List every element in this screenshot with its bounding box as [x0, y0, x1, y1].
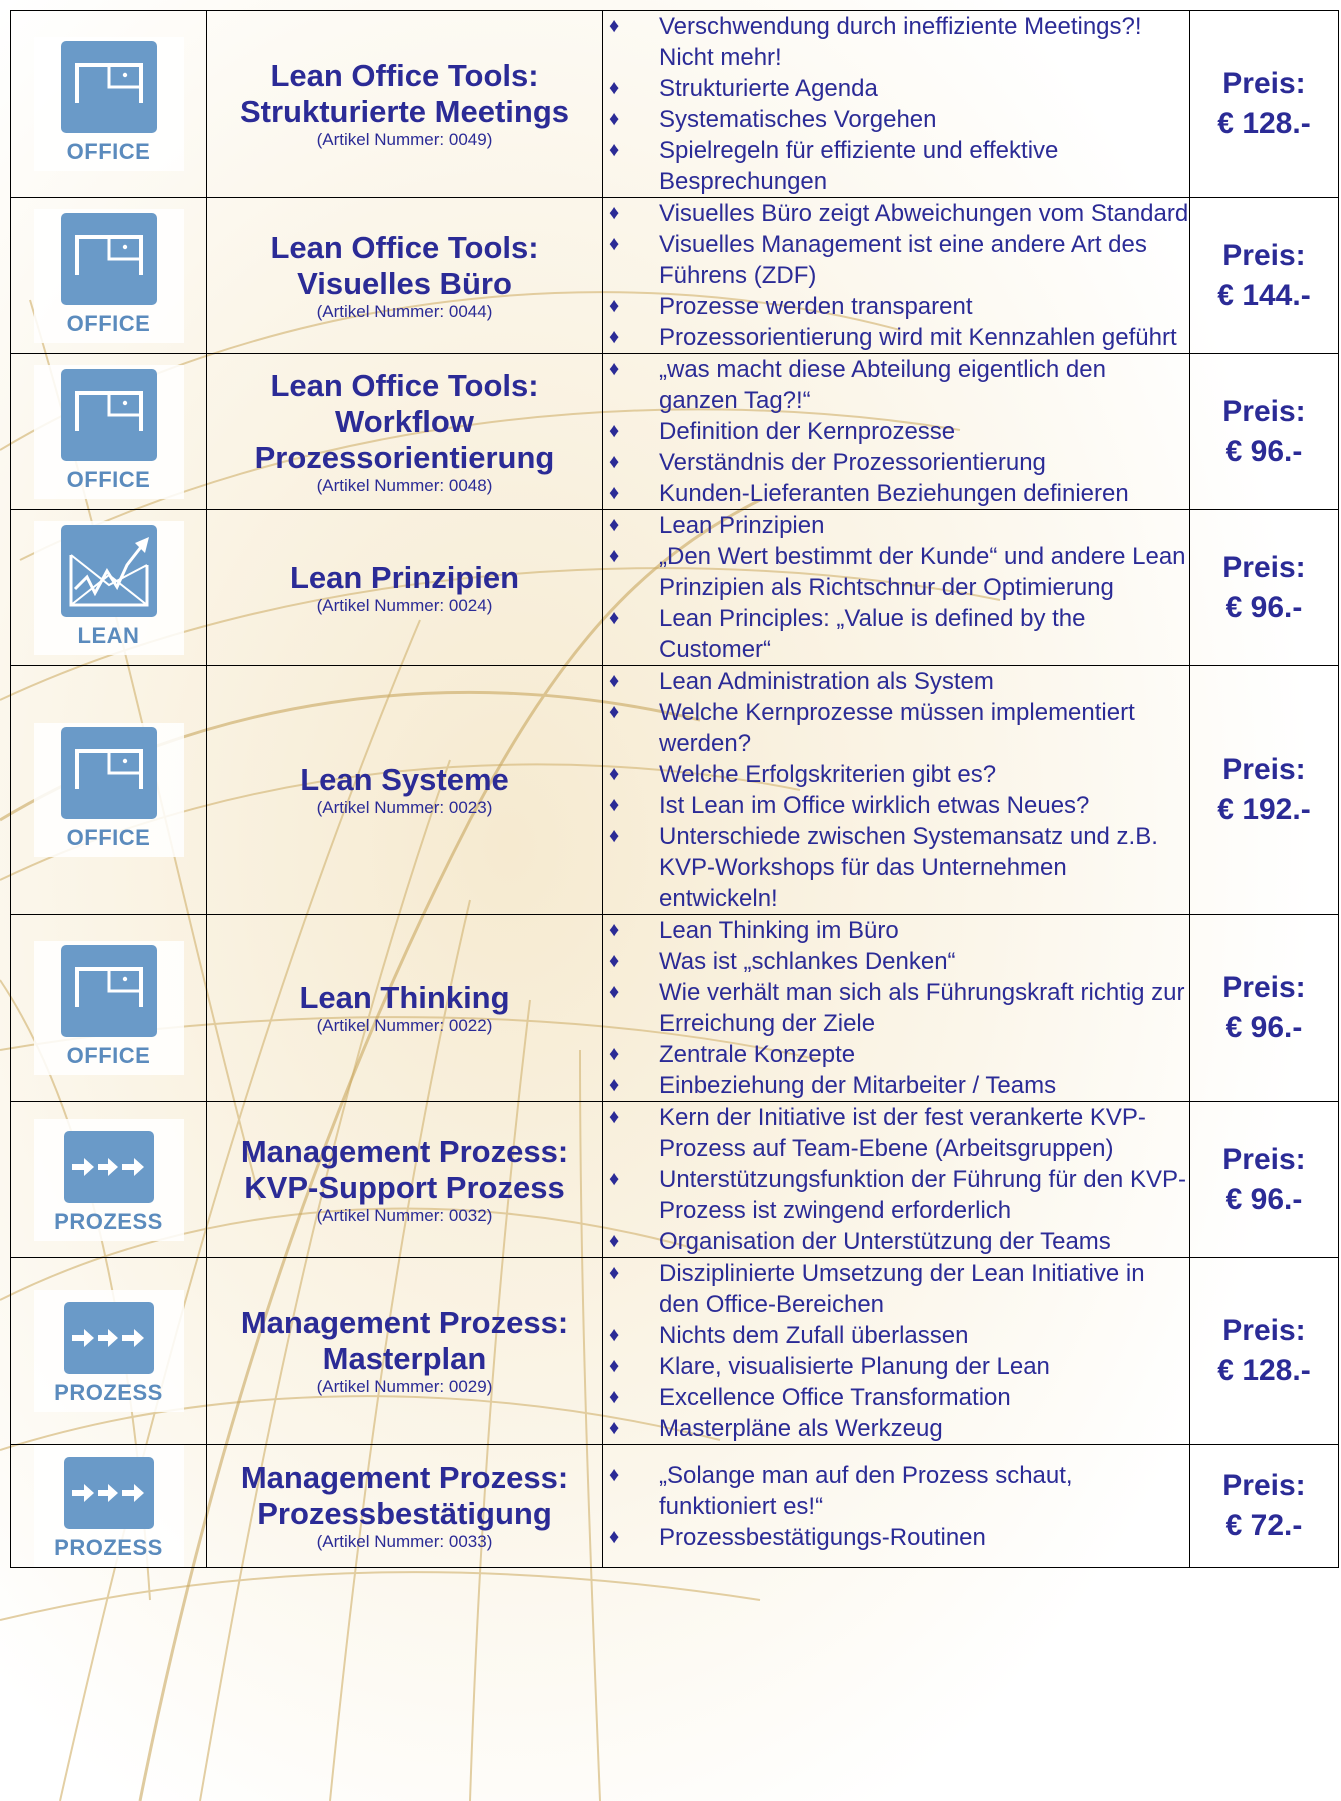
- product-icon-label: OFFICE: [66, 1043, 151, 1068]
- feature-text: Visuelles Management ist eine andere Art des Führens (ZDF): [659, 231, 1147, 289]
- price-label: Preis:: [1222, 971, 1306, 1004]
- product-title: [207, 762, 602, 798]
- product-row: [11, 510, 1339, 666]
- product-title-line: Lean Office Tools:: [270, 229, 539, 265]
- feature-item: [603, 821, 1189, 914]
- feature-text: Zentrale Konzepte: [659, 1041, 856, 1068]
- feature-item: [603, 1522, 1189, 1553]
- product-icon-cell: [11, 11, 207, 198]
- product-icon-label: OFFICE: [66, 466, 151, 492]
- product-icon-box: [34, 521, 184, 655]
- feature-text: Spielregeln für effiziente und effektive Besprechungen: [659, 137, 1059, 195]
- product-row: [11, 11, 1339, 198]
- price-label: Preis:: [1222, 1142, 1306, 1176]
- product-price-cell: [1190, 915, 1339, 1102]
- price-value: € 192.-: [1217, 793, 1311, 826]
- feature-list: [603, 11, 1189, 197]
- product-title-cell: [207, 11, 603, 198]
- feature-text: Welche Erfolgskriterien gibt es?: [659, 761, 997, 788]
- product-features-cell: [603, 666, 1190, 915]
- feature-item: [603, 135, 1189, 197]
- product-title: [207, 980, 602, 1016]
- price-label: Preis:: [1222, 550, 1306, 584]
- product-title: [207, 230, 602, 302]
- feature-item: [603, 1413, 1189, 1444]
- feature-item: [603, 291, 1189, 322]
- feature-item: [603, 1226, 1189, 1257]
- product-icon-label: PROZESS: [54, 1380, 163, 1405]
- office-desk-icon: [61, 945, 157, 1037]
- feature-text: Masterpläne als Werkzeug: [659, 1415, 943, 1442]
- price-label: Preis:: [1222, 394, 1306, 428]
- feature-text: Was ist „schlankes Denken“: [659, 948, 956, 975]
- feature-item: [603, 541, 1189, 603]
- lean-chart-icon: [61, 525, 157, 617]
- product-title: [207, 1305, 602, 1377]
- product-icon-label: LEAN: [77, 622, 140, 648]
- feature-item: [603, 1164, 1189, 1226]
- product-icon-box: [34, 1290, 184, 1412]
- product-title: [207, 368, 602, 476]
- product-rows: [11, 11, 1339, 1568]
- feature-text: Disziplinierte Umsetzung der Lean Initiative in den Office-Bereichen: [659, 1260, 1145, 1318]
- diamond-bullet-icon: ♦: [609, 139, 620, 161]
- diamond-bullet-icon: ♦: [609, 15, 620, 37]
- feature-item: [603, 447, 1189, 478]
- product-title-line: Visuelles Büro: [297, 265, 512, 301]
- feature-list: [603, 915, 1189, 1101]
- feature-item: [603, 510, 1189, 541]
- feature-list: [603, 510, 1189, 665]
- product-row: [11, 666, 1339, 915]
- price-label: Preis:: [1222, 238, 1306, 272]
- feature-item: [603, 11, 1189, 73]
- product-icon-cell: [11, 1445, 207, 1568]
- product-row: [11, 354, 1339, 510]
- product-title: [207, 1460, 602, 1532]
- product-article-number: (Artikel Nummer: 0022): [316, 1016, 493, 1035]
- product-title-line: Workflow: [335, 403, 474, 439]
- product-article-number: (Artikel Nummer: 0023): [316, 798, 493, 817]
- diamond-bullet-icon: ♦: [609, 233, 620, 255]
- price-label: Preis:: [1222, 1314, 1306, 1347]
- feature-text: Ist Lean im Office wirklich etwas Neues?: [659, 792, 1090, 819]
- feature-text: Definition der Kernprozesse: [659, 418, 956, 445]
- product-title-cell: [207, 1258, 603, 1445]
- diamond-bullet-icon: ♦: [609, 77, 620, 99]
- product-title-line: Management Prozess:: [240, 1460, 569, 1495]
- diamond-bullet-icon: ♦: [609, 1106, 620, 1128]
- product-title-line: Prozessorientierung: [254, 439, 555, 475]
- feature-list: [603, 198, 1189, 353]
- product-article-number: (Artikel Nummer: 0033): [316, 1532, 493, 1551]
- product-icon-cell: [11, 354, 207, 510]
- feature-item: [603, 229, 1189, 291]
- process-arrows-icon: [64, 1457, 154, 1529]
- feature-text: Nichts dem Zufall überlassen: [659, 1322, 969, 1349]
- product-price-cell: [1190, 11, 1339, 198]
- diamond-bullet-icon: ♦: [609, 1043, 620, 1065]
- product-features-cell: [603, 354, 1190, 510]
- feature-list: [603, 1102, 1189, 1257]
- product-title-line: Prozessbestätigung: [257, 1496, 552, 1531]
- office-desk-icon: [61, 369, 157, 461]
- product-title-cell: [207, 915, 603, 1102]
- product-icon-box: [34, 1445, 184, 1567]
- diamond-bullet-icon: ♦: [609, 1230, 620, 1252]
- diamond-bullet-icon: ♦: [609, 670, 620, 692]
- process-arrows-icon: [64, 1131, 154, 1203]
- feature-item: [603, 603, 1189, 665]
- product-title-cell: [207, 1445, 603, 1568]
- product-title-cell: [207, 1102, 603, 1258]
- product-icon-label: OFFICE: [66, 825, 151, 850]
- price-value: € 72.-: [1225, 1509, 1303, 1542]
- diamond-bullet-icon: ♦: [609, 326, 620, 348]
- feature-item: [603, 1039, 1189, 1070]
- diamond-bullet-icon: ♦: [609, 545, 620, 567]
- product-icon-box: [34, 1119, 184, 1241]
- office-desk-icon: [61, 213, 157, 305]
- product-title-line: Management Prozess:: [240, 1133, 569, 1169]
- product-article-number: (Artikel Nummer: 0029): [316, 1377, 493, 1396]
- product-features-cell: [603, 510, 1190, 666]
- price-value: € 128.-: [1217, 107, 1311, 140]
- feature-text: Verschwendung durch ineffiziente Meetings?! Nicht mehr!: [659, 13, 1142, 71]
- feature-item: [603, 73, 1189, 104]
- feature-text: Excellence Office Transformation: [659, 1384, 1011, 1411]
- price-value: € 96.-: [1225, 1182, 1303, 1216]
- feature-text: „Den Wert bestimmt der Kunde“ und andere Lean Prinzipien als Richtschnur der Optimierung: [659, 543, 1186, 601]
- diamond-bullet-icon: ♦: [609, 1262, 620, 1284]
- diamond-bullet-icon: ♦: [609, 919, 620, 941]
- diamond-bullet-icon: ♦: [609, 1355, 620, 1377]
- diamond-bullet-icon: ♦: [609, 1525, 620, 1548]
- price-value: € 144.-: [1217, 278, 1311, 312]
- feature-text: Einbeziehung der Mitarbeiter / Teams: [659, 1072, 1057, 1099]
- product-title-line: Lean Office Tools:: [270, 58, 539, 93]
- diamond-bullet-icon: ♦: [609, 763, 620, 785]
- diamond-bullet-icon: ♦: [609, 981, 620, 1003]
- feature-item: [603, 1460, 1189, 1522]
- feature-text: Prozessbestätigungs-Routinen: [659, 1523, 986, 1551]
- feature-item: [603, 1320, 1189, 1351]
- product-price-cell: [1190, 198, 1339, 354]
- product-features-cell: [603, 915, 1190, 1102]
- feature-item: [603, 759, 1189, 790]
- diamond-bullet-icon: ♦: [609, 794, 620, 816]
- feature-text: Prozesse werden transparent: [659, 293, 973, 320]
- diamond-bullet-icon: ♦: [609, 1074, 620, 1096]
- product-icon-box: [34, 37, 184, 171]
- feature-item: [603, 697, 1189, 759]
- feature-text: Lean Prinzipien: [659, 512, 825, 539]
- product-title-line: KVP-Support Prozess: [244, 1169, 565, 1205]
- product-title-cell: [207, 666, 603, 915]
- feature-list: [603, 666, 1189, 914]
- feature-item: [603, 322, 1189, 353]
- feature-text: Unterschiede zwischen Systemansatz und z.B. KVP-Workshops für das Unternehmen entwickeln!: [659, 823, 1158, 912]
- feature-item: [603, 946, 1189, 977]
- feature-text: Organisation der Unterstützung der Teams: [659, 1228, 1111, 1255]
- feature-list: [603, 354, 1189, 509]
- diamond-bullet-icon: ♦: [609, 1324, 620, 1346]
- feature-item: [603, 198, 1189, 229]
- diamond-bullet-icon: ♦: [609, 451, 620, 473]
- diamond-bullet-icon: ♦: [609, 108, 620, 130]
- feature-item: [603, 416, 1189, 447]
- office-desk-icon: [61, 41, 157, 133]
- feature-text: Lean Administration als System: [659, 668, 994, 695]
- product-icon-box: [34, 365, 184, 499]
- product-icon-box: [34, 209, 184, 343]
- process-arrows-icon: [64, 1302, 154, 1374]
- product-icon-cell: [11, 1102, 207, 1258]
- feature-item: [603, 1070, 1189, 1101]
- price-label: Preis:: [1222, 67, 1306, 100]
- price-label: Preis:: [1222, 1469, 1306, 1502]
- product-title-line: Masterplan: [322, 1341, 487, 1376]
- product-title-line: Management Prozess:: [240, 1305, 569, 1340]
- feature-text: Unterstützungsfunktion der Führung für den KVP-Prozess ist zwingend erforderlich: [659, 1166, 1186, 1224]
- diamond-bullet-icon: ♦: [609, 514, 620, 536]
- product-icon-cell: [11, 1258, 207, 1445]
- product-row: [11, 1102, 1339, 1258]
- product-icon-label: PROZESS: [54, 1535, 163, 1560]
- feature-list: [603, 1460, 1189, 1553]
- feature-item: [603, 104, 1189, 135]
- diamond-bullet-icon: ♦: [609, 202, 620, 224]
- product-icon-cell: [11, 915, 207, 1102]
- product-features-cell: [603, 1102, 1190, 1258]
- product-features-cell: [603, 1445, 1190, 1568]
- feature-text: Verständnis der Prozessorientierung: [659, 449, 1046, 476]
- feature-item: [603, 666, 1189, 697]
- product-title-line: Lean Office Tools:: [270, 367, 539, 403]
- product-article-number: (Artikel Nummer: 0048): [316, 475, 493, 495]
- feature-item: [603, 790, 1189, 821]
- product-icon-cell: [11, 198, 207, 354]
- product-title-cell: [207, 510, 603, 666]
- price-value: € 96.-: [1225, 1011, 1303, 1044]
- price-label: Preis:: [1222, 753, 1306, 786]
- feature-text: „Solange man auf den Prozess schaut, funktioniert es!“: [659, 1461, 1073, 1520]
- price-value: € 96.-: [1225, 434, 1303, 468]
- diamond-bullet-icon: ♦: [609, 358, 620, 380]
- diamond-bullet-icon: ♦: [609, 1386, 620, 1408]
- product-icon-label: OFFICE: [66, 139, 151, 164]
- feature-item: [603, 478, 1189, 509]
- product-catalog-table: [10, 10, 1339, 1568]
- diamond-bullet-icon: ♦: [609, 482, 620, 504]
- feature-text: Lean Principles: „Value is defined by the Customer“: [659, 605, 1086, 663]
- diamond-bullet-icon: ♦: [609, 295, 620, 317]
- feature-text: Lean Thinking im Büro: [659, 917, 899, 944]
- feature-text: Prozessorientierung wird mit Kennzahlen geführt: [659, 324, 1177, 351]
- feature-item: [603, 1258, 1189, 1320]
- product-row: [11, 198, 1339, 354]
- diamond-bullet-icon: ♦: [609, 420, 620, 442]
- product-icon-label: PROZESS: [54, 1208, 163, 1234]
- feature-item: [603, 1382, 1189, 1413]
- product-row: [11, 1445, 1339, 1568]
- product-article-number: (Artikel Nummer: 0044): [316, 301, 493, 321]
- product-icon-box: [34, 941, 184, 1075]
- feature-item: [603, 1102, 1189, 1164]
- feature-item: [603, 915, 1189, 946]
- diamond-bullet-icon: ♦: [609, 1417, 620, 1439]
- feature-text: Kern der Initiative ist der fest verankerte KVP-Prozess auf Team-Ebene (Arbeitsgruppen): [659, 1104, 1146, 1162]
- product-row: [11, 1258, 1339, 1445]
- price-value: € 96.-: [1225, 590, 1303, 624]
- product-article-number: (Artikel Nummer: 0049): [316, 130, 493, 149]
- feature-item: [603, 354, 1189, 416]
- feature-text: Kunden-Lieferanten Beziehungen definieren: [659, 480, 1129, 507]
- feature-text: Welche Kernprozesse müssen implementiert werden?: [659, 699, 1135, 757]
- product-title-cell: [207, 354, 603, 510]
- product-price-cell: [1190, 1102, 1339, 1258]
- diamond-bullet-icon: ♦: [609, 1463, 620, 1486]
- product-features-cell: [603, 1258, 1190, 1445]
- product-icon-cell: [11, 510, 207, 666]
- product-title: [207, 560, 602, 596]
- feature-text: Klare, visualisierte Planung der Lean: [659, 1353, 1050, 1380]
- price-value: € 128.-: [1217, 1354, 1311, 1387]
- feature-text: Strukturierte Agenda: [659, 75, 878, 102]
- product-price-cell: [1190, 1258, 1339, 1445]
- product-title-cell: [207, 198, 603, 354]
- feature-text: Systematisches Vorgehen: [659, 106, 937, 133]
- feature-text: Wie verhält man sich als Führungskraft richtig zur Erreichung der Ziele: [659, 979, 1185, 1037]
- product-features-cell: [603, 11, 1190, 198]
- diamond-bullet-icon: ♦: [609, 825, 620, 847]
- product-title-line: Strukturierte Meetings: [239, 94, 569, 129]
- diamond-bullet-icon: ♦: [609, 1168, 620, 1190]
- product-title-line: Lean Prinzipien: [289, 559, 520, 595]
- product-title: [207, 58, 602, 130]
- feature-text: Visuelles Büro zeigt Abweichungen vom Standard: [659, 200, 1189, 227]
- product-article-number: (Artikel Nummer: 0024): [316, 595, 493, 615]
- feature-item: [603, 1351, 1189, 1382]
- product-title: [207, 1134, 602, 1206]
- product-title-line: Lean Thinking: [299, 980, 510, 1015]
- product-price-cell: [1190, 354, 1339, 510]
- product-features-cell: [603, 198, 1190, 354]
- product-icon-label: OFFICE: [66, 310, 151, 336]
- product-icon-box: [34, 723, 184, 857]
- feature-text: „was macht diese Abteilung eigentlich den ganzen Tag?!“: [659, 356, 1106, 414]
- diamond-bullet-icon: ♦: [609, 607, 620, 629]
- product-price-cell: [1190, 1445, 1339, 1568]
- product-row: [11, 915, 1339, 1102]
- product-article-number: (Artikel Nummer: 0032): [316, 1205, 493, 1225]
- product-price-cell: [1190, 666, 1339, 915]
- diamond-bullet-icon: ♦: [609, 950, 620, 972]
- feature-list: [603, 1258, 1189, 1444]
- office-desk-icon: [61, 727, 157, 819]
- feature-item: [603, 977, 1189, 1039]
- diamond-bullet-icon: ♦: [609, 701, 620, 723]
- product-title-line: Lean Systeme: [300, 762, 509, 797]
- product-icon-cell: [11, 666, 207, 915]
- product-price-cell: [1190, 510, 1339, 666]
